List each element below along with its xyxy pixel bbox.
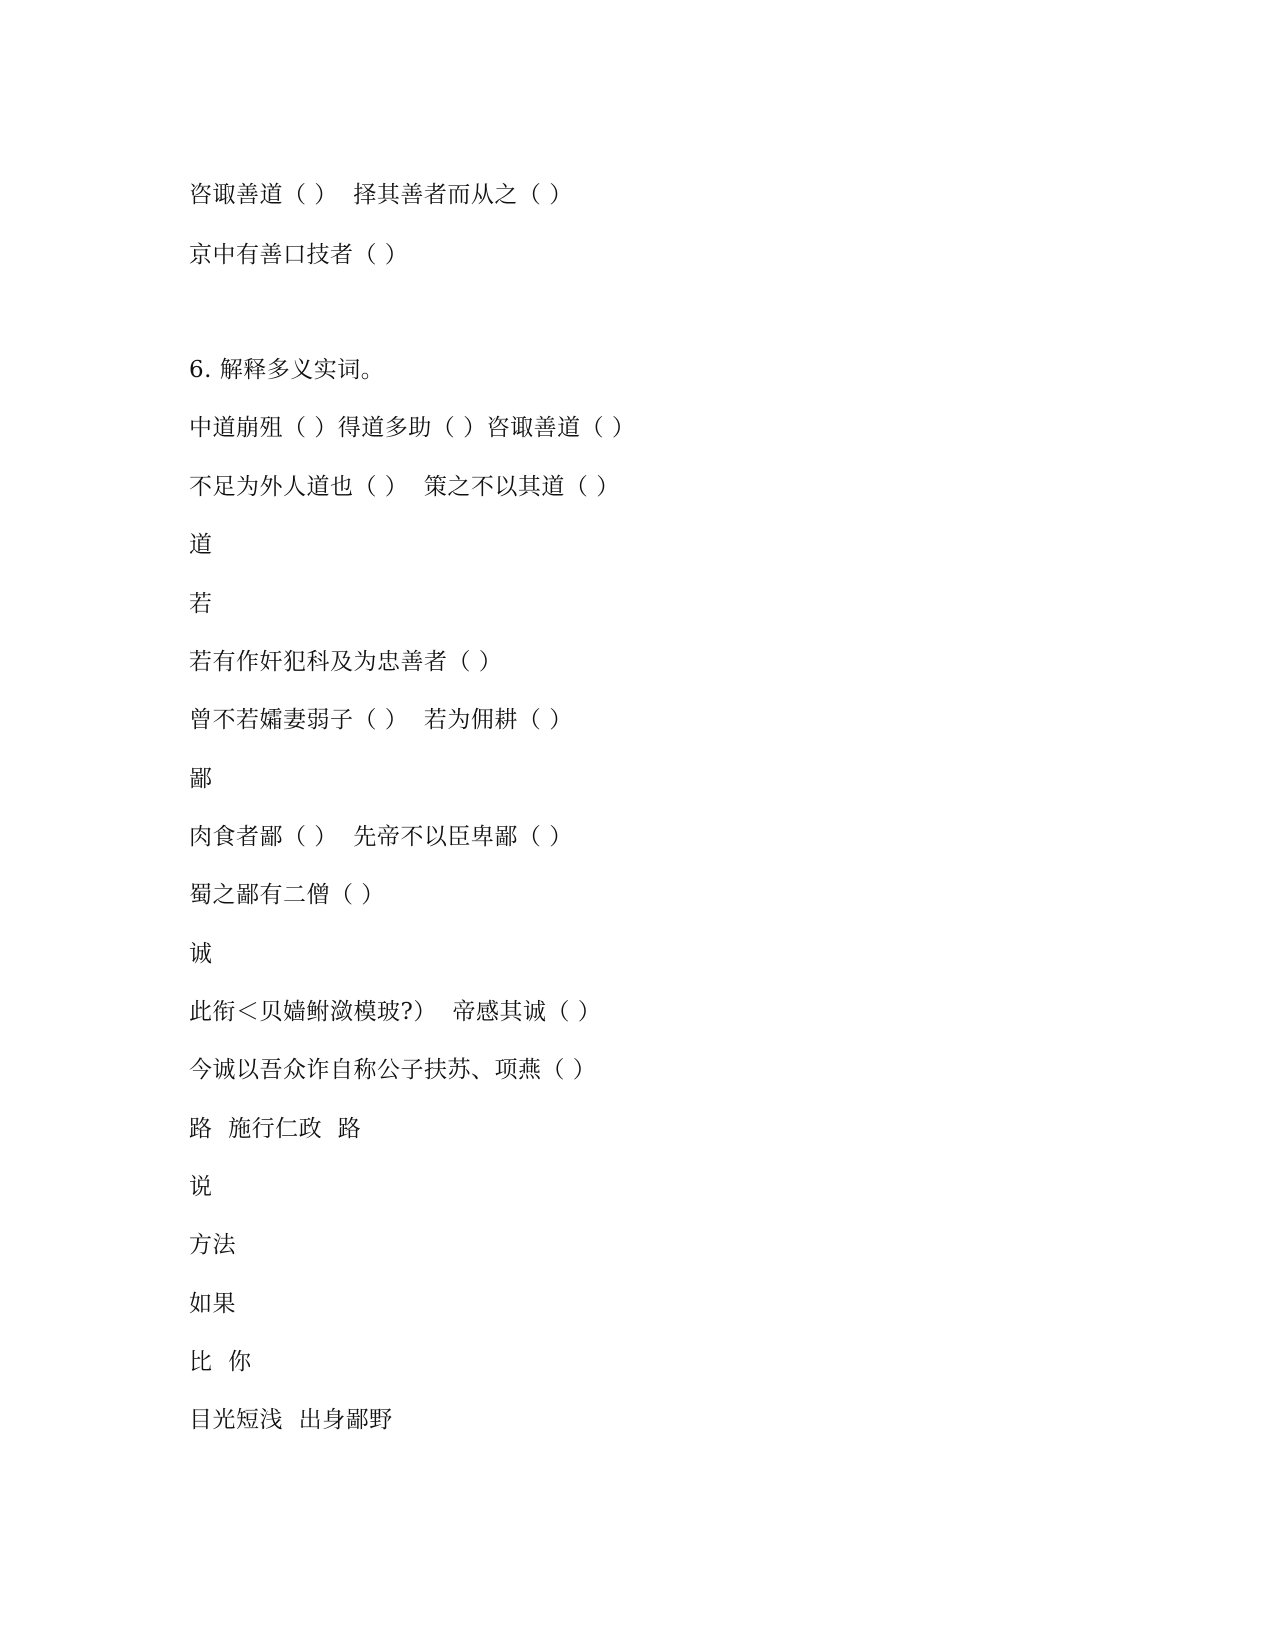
text-line: 中道崩殂（ ）得道多助（ ）咨诹善道（ ）	[189, 415, 636, 441]
text-line: 此衔＜贝嫱鲋潋模玻?） 帝感其诚（ ）	[189, 999, 602, 1025]
text-line: 方法	[189, 1232, 236, 1258]
text-line: 若有作奸犯科及为忠善者（ ）	[189, 649, 503, 675]
term-label: 若	[189, 591, 213, 617]
term-label: 说	[189, 1174, 213, 1200]
text-line: 咨诹善道（ ） 择其善者而从之（ ）	[189, 182, 573, 208]
term-label: 道	[189, 532, 213, 558]
text-line: 蜀之鄙有二僧（ ）	[189, 882, 385, 908]
text-line: 今诚以吾众诈自称公子扶苏、项燕（ ）	[189, 1057, 597, 1083]
text-line: 目光短浅 出身鄙野	[189, 1407, 393, 1433]
text-line: 比 你	[189, 1349, 252, 1375]
text-line: 京中有善口技者（ ）	[189, 242, 409, 268]
text-line: 曾不若孀妻弱子（ ） 若为佣耕（ ）	[189, 707, 573, 733]
text-line: 路 施行仁政 路	[189, 1116, 362, 1142]
text-line: 不足为外人道也（ ） 策之不以其道（ ）	[189, 474, 620, 500]
term-label: 诚	[189, 941, 213, 967]
term-label: 鄙	[189, 766, 213, 792]
text-line: 如果	[189, 1291, 236, 1317]
text-line: 肉食者鄙（ ） 先帝不以臣卑鄙（ ）	[189, 824, 573, 850]
section-heading: 6. 解释多义实词。	[189, 357, 385, 383]
